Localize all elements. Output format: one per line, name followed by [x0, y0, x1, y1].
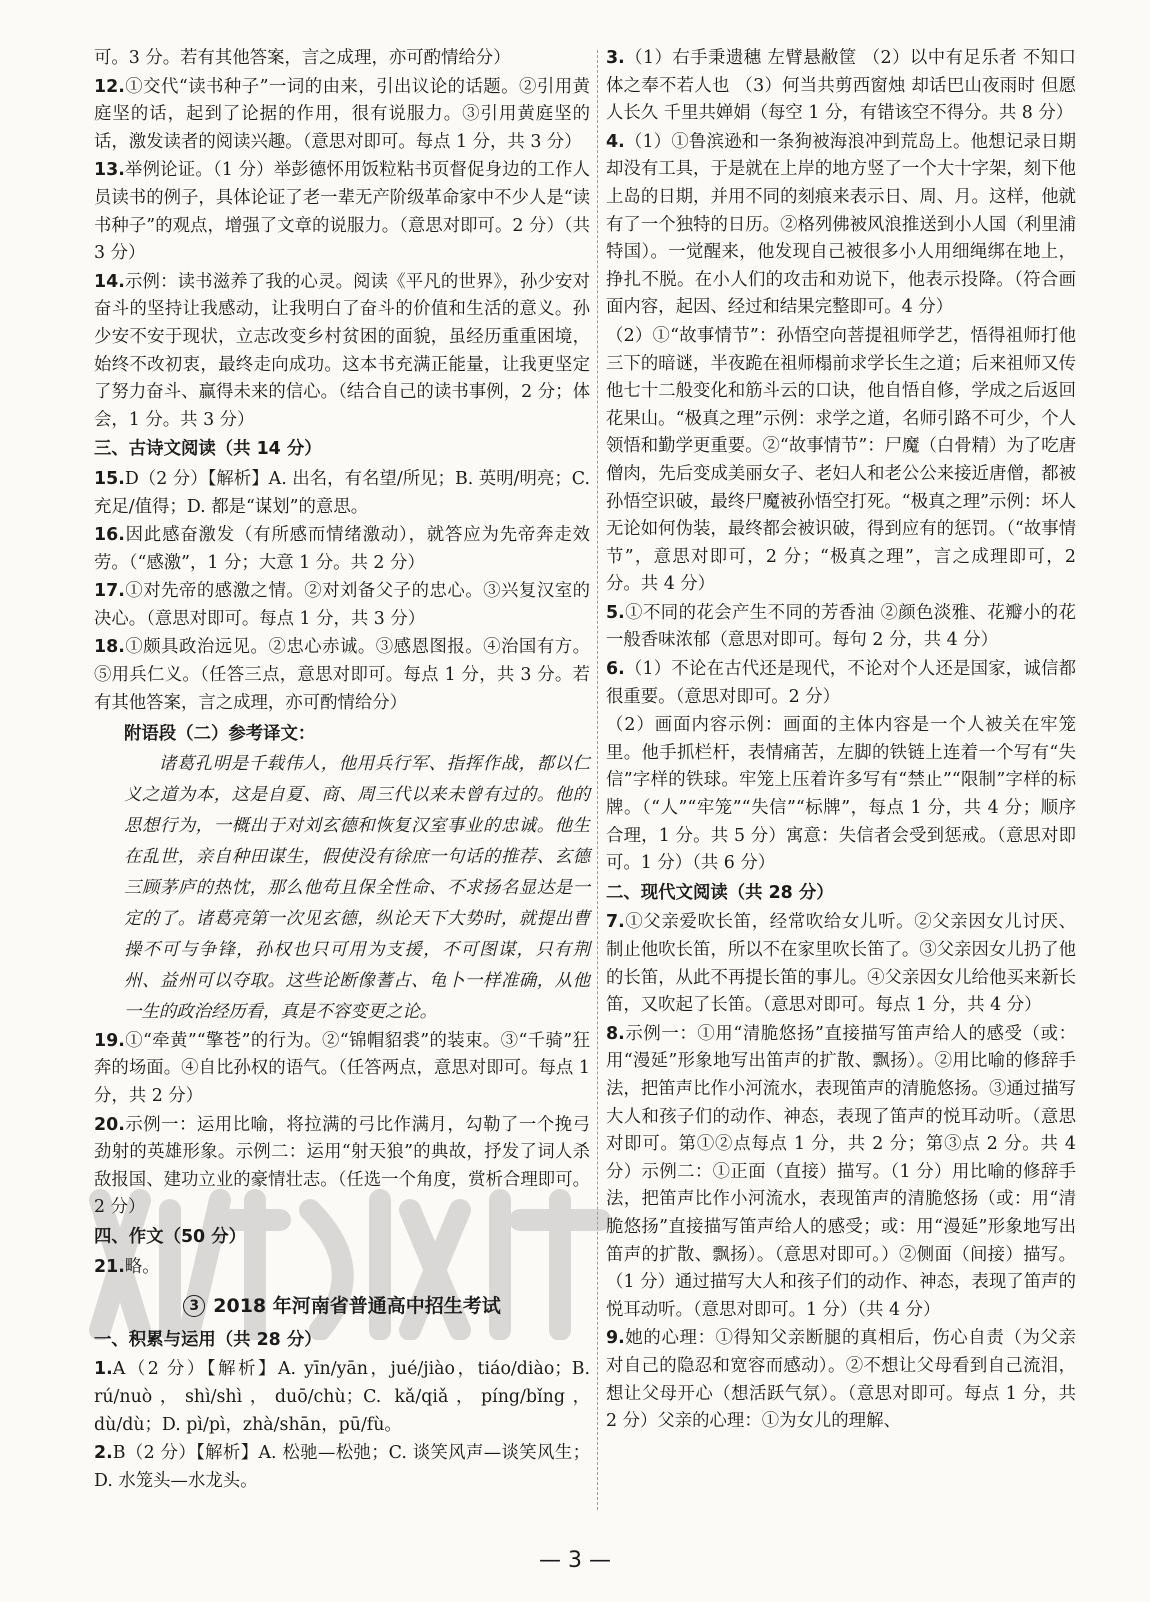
answer-item: 9.她的心理：①得知父亲断腿的真相后，伤心自责（为父亲对自己的隐忍和宽容而感动）。②不想让父母看到自己流泪，想让父母开心（想活跃气氛）。（意思对即可。每点 1 分，共 2 分）父亲的心理：①为女儿的理解、 — [606, 1328, 1076, 1432]
answer-item: 8.示例一：①用“清脆悠扬”直接描写笛声给人的感受（或：用“漫延”形象地写出笛声的扩散、飘扬）。②用比喻的修辞手法，把笛声比作小河流水，表现笛声的清脆悠扬。③通过描写大人和孩子们的动作、神态，表现了笛声的悦耳动听。（意思对即可。第①②点每点 1 分，共 2 分；第③点 2 分。共 4 分）示例二：①正面（直接）描写。（1 分）用比喻的修辞手法，把笛声比作小河流水，表现笛声的清脆悠扬（或：用“清脆悠扬”直接描写笛声给人的感受；或：用“漫延”形象地写出笛声的扩散、飘扬）。（意思对即可。）②侧面（间接）描写。（1 分）通过描写大人和孩子们的动作、神态，表现了笛声的悦耳动听。（意思对即可。1 分）（共 4 分） — [606, 1023, 1076, 1320]
answer-item: 4.（1）①鲁滨逊和一条狗被海浪冲到荒岛上。他想记录日期却没有工具，于是就在上岸的地方竖了一个大十字架，刻下他上岛的日期，并用不同的刻痕来表示日、周、月。这样，他就有了一个独特的日历。②格列佛被风浪推送到小人国（利里浦特国）。一觉醒来，他发现自己被很多小人用细绳绑在地上，挣扎不脱。在小人们的攻击和劝说下，他表示投降。（符合画面内容，起因、经过和结果完整即可。4 分） — [606, 131, 1076, 318]
left-column — [94, 45, 590, 1496]
answer-item: 1.A（2 分）【解析】A. yīn/yān，jué/jiào，tiáo/diào；B. rú/nuò，shì/shì，duō/chù；C. kǎ/qiǎ，píng/bǐng，dù/dù；D. pì/pì，zhà/shān，pū/fù。 — [94, 1359, 590, 1435]
answer-item: 3.（1）右手秉遗穗 左臂悬敝筐 （2）以中有足乐者 不知口体之奉不若人也 （3）何当共剪西窗烛 却话巴山夜雨时 但愿人长久 千里共婵娟（每空 1 分，有错该空不得分。共 8 分） — [606, 48, 1076, 124]
answer-item: 12.①交代“读书种子”一词的由来，引出议论的话题。②引用黄庭坚的话，起到了论据的作用，很有说服力。③引用黄庭坚的话，激发读者的阅读兴趣。（意思对即可。每点 1 分，共 3 分） — [94, 76, 590, 152]
exam-number-circle: 3 — [183, 1295, 205, 1317]
right-column — [606, 45, 1076, 1437]
answer-item: 21.略。 — [94, 1256, 160, 1277]
exam-title: 3 2018 年河南省普通高中招生考试 — [94, 1293, 590, 1321]
answer-item: 13.举例论证。（1 分）举彭德怀用饭粒粘书页督促身边的工作人员读书的例子，具体论证了老一辈无产阶级革命家中不少人是“读书种子”的观点，增强了文章的说服力。（意思对即可。2 分）（共 3 分） — [94, 160, 590, 264]
section-heading: 一、积累与运用（共 28 分） — [94, 1329, 322, 1350]
section-heading: 四、作文（50 分） — [94, 1227, 246, 1247]
answer-item: 14.示例：读书滋养了我的心灵。阅读《平凡的世界》，孙少安对奋斗的坚持让我感动，让我明白了奋斗的价值和生活的意义。孙少安不安于现状，立志改变乡村贫困的面貌，虽经历重重困境，始终不改初衷，最终走向成功。这本书充满正能量，让我更坚定了努力奋斗、赢得未来的信心。（结合自己的读书事例，2 分；体会，1 分。共 3 分） — [94, 271, 590, 430]
answer-item: 18.①颇具政治远见。②忠心赤诚。③感恩图报。④治国有方。⑤用兵仁义。（任答三点，意思对即可。每点 1 分，共 3 分。若有其他答案，言之成理，亦可酌情给分） — [94, 637, 590, 713]
answer-item: （2）画面内容示例：画面的主体内容是一个人被关在牢笼里。他手抓栏杆，表情痛苦，左脚的铁链上连着一个写有“失信”字样的铁球。牢笼上压着许多写有“禁止”“限制”字样的标牌。（“人”“牢笼”“失信”“标牌”，每点 1 分，共 4 分；顺序合理，1 分。共 5 分）寓意：失信者会受到惩戒。（意思对即可。1 分）（共 6 分） — [606, 715, 1076, 874]
answer-item: 可。3 分。若有其他答案，言之成理，亦可酌情给分） — [94, 48, 511, 68]
section-heading: 二、现代文阅读（共 28 分） — [606, 882, 834, 903]
answer-item: 2.B（2 分）【解析】A. 松驰—松弛；C. 谈笑风声—谈笑风生；D. 水笼头—水龙头。 — [94, 1443, 590, 1491]
answer-item: 17.①对先帝的感激之情。②对刘备父子的忠心。③兴复汉室的决心。（意思对即可。每点 1 分，共 3 分） — [94, 581, 590, 629]
translation-heading: 附语段（二）参考译文： — [124, 724, 316, 745]
answer-item: 5.①不同的花会产生不同的芳香油 ②颜色淡雅、花瓣小的花一般香味浓郁（意思对即可。每句 2 分，共 4 分） — [606, 602, 1076, 651]
answer-item: （2）①“故事情节”：孙悟空向菩提祖师学艺，悟得祖师打他三下的暗谜，半夜跪在祖师榻前求学长生之道；后来祖师又传他七十二般变化和筋斗云的口诀，他自悟自修，学成之后返回花果山。“极真之理”示例：求学之道，名师引路不可少，个人领悟和勤学更重要。②“故事情节”：尸魔（白骨精）为了吃唐僧肉，先后变成美丽女子、老妇人和老公公来接近唐僧，都被孙悟空识破，最终尸魔被孙悟空打死。“极真之理”示例：坏人无论如何伪装，最终都会被识破，得到应有的惩罚。（“故事情节”，意思对即可，2 分；“极真之理”，言之成理即可，2 分。共 4 分） — [606, 325, 1076, 595]
answer-item: 15.D（2 分）【解析】A. 出名，有名望/所见；B. 英明/明亮；C. 充足/值得；D. 都是“谋划”的意思。 — [94, 468, 590, 517]
answer-item: 19.①“牵黄”“擎苍”的行为。②“锦帽貂裘”的装束。③“千骑”狂奔的场面。④自比孙权的语气。（任答两点，意思对即可。每点 1 分，共 2 分） — [94, 1030, 590, 1107]
translation-text: 诸葛孔明是千载伟人，他用兵行军、指挥作战，都以仁义之道为本，这是自夏、商、周三代以来未曾有过的。他的思想行为，一概出于对刘玄德和恢复汉室事业的忠诚。他生在乱世，亲自种田谋生，假使没有徐庶一句话的推荐、玄德三顾茅庐的热忱，那么他苟且保全性命、不求扬名显达是一定的了。诸葛亮第一次见玄德，纵论天下大势时，就提出曹操不可与争锋，孙权也只可用为支援，不可图谋，只有荆州、益州可以夺取。这些论断像蓍占、龟卜一样准确，从他一生的政治经历看，真是不容变更之论。 — [124, 753, 590, 1022]
answer-item: 16.因此感奋激发（有所感而情绪激动），就答应为先帝奔走效劳。（“感激”，1 分；大意 1 分。共 2 分） — [94, 525, 590, 573]
answer-item: 6.（1）不论在古代还是现代，不论对个人还是国家，诚信都很重要。（意思对即可。2 分） — [606, 659, 1076, 707]
section-heading: 三、古诗文阅读（共 14 分） — [94, 439, 322, 460]
page-number: — 3 — — [539, 1548, 611, 1573]
column-divider — [597, 50, 598, 1510]
answer-item: 7.①父亲爱吹长笛，经常吹给女儿听。②父亲因女儿讨厌、制止他吹长笛，所以不在家里吹长笛了。③父亲因女儿扔了他的长笛，从此不再提长笛的事儿。④父亲因女儿给他买来新长笛，又吹起了长笛。（意思对即可。每点 1 分，共 4 分） — [606, 912, 1076, 1016]
answer-item: 20.示例一：运用比喻，将拉满的弓比作满月，勾勒了一个挽弓劲射的英雄形象。示例二：运用“射天狼”的典故，抒发了词人杀敌报国、建功立业的豪情壮志。（任选一个角度，赏析合理即可。2 分） — [94, 1114, 590, 1218]
